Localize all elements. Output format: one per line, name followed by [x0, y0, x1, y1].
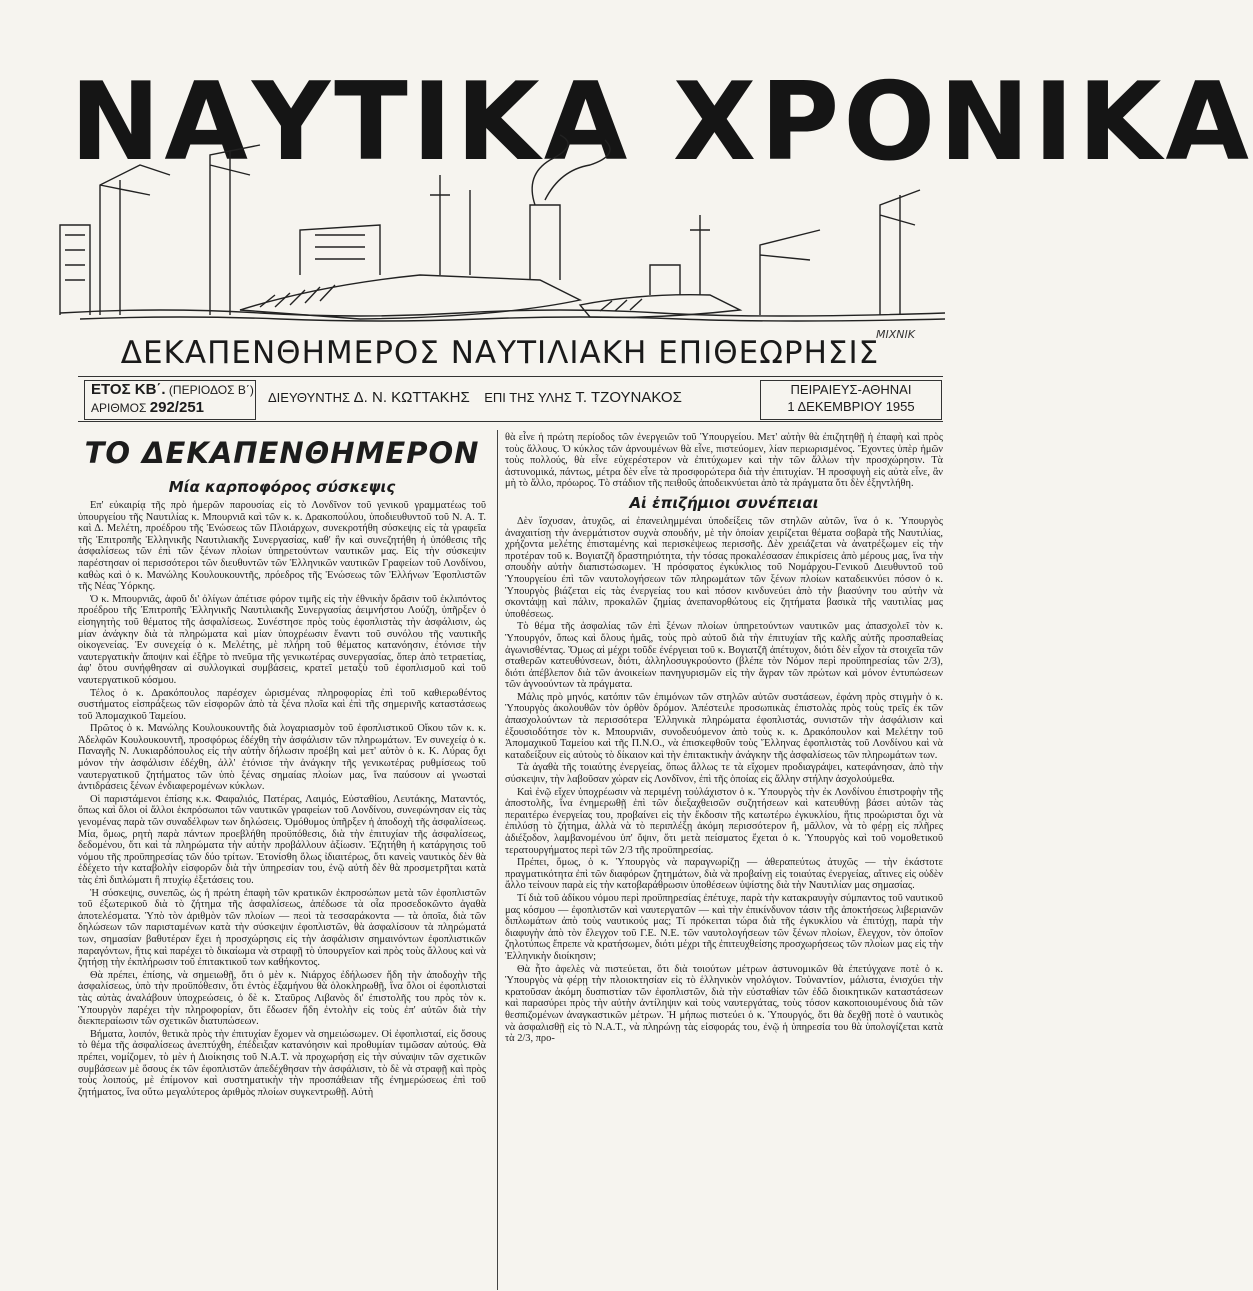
director-label: ΔΙΕΥΘΥΝΤΗΣ	[268, 390, 351, 405]
right-paragraph: Τὸ θέμα τῆς ἀσφαλίας τῶν ἐπὶ ξένων πλοίων ὑπηρετούντων ναυτικῶν μας ἀπασχολεῖ τὸν κ. Ὑπουργόν, ὅπως καὶ ὅλους ἡμᾶς, τοὺς πρὸ αὐτοῦ διὰ τὴν ἐπιτυχίαν τῆς καλῆς αὐτῆς προσπαθείας ἀγωνισθέντας. Ὅμως αἱ μέχρι τοῦδε ἐνέργειαι τοῦ κ. Βογιατζῆ ἀπέτυχον, διότι δὲν εἶχον τὰ στοιχεῖα τῶν σταθερῶν κατευθύνσεων, διότι, ἀλληλοσυγκρούοντο (βλέπε τὸν Νόμον περὶ προϋπηρεσίας τῶν 2/3), διότι ἀπέβλεπον διὰ τῶν ἀνοικείων πανηγυρισμῶν εἰς τὴν ἄγραν τῶν πρώτων καὶ μόνον ἐντυπώσεων τῶν ἀγνοούντων τὰ πράγματα.	[505, 621, 943, 691]
right-paragraph: Καὶ ἐνῷ εἴχεν ὑποχρέωσιν νὰ περιμένῃ τοὐλάχιστον ὁ κ. Ὑπουργὸς τὴν ἐκ Λονδίνου ἐπιστροφὴν τῆς ἀποστολῆς, ἵνα ἐνημερωθῇ ἐπὶ τῶν διεξαχθεισῶν συζητήσεων καὶ κατευθύνῃ βάσει αὐτῶν τὰς περαιτέρω ἐνεργείας του, προβαίνει εἰς τὴν ἔκδοσιν τῆς κατωτέρω ἐγκυκλίου, ἥτις προώρισται ὄχι νὰ ἐπιλύσῃ τὸ ζήτημα, ἀλλὰ νὰ τὸ περιπλέξῃ ἀκόμη περισσότερον ἢ, μᾶλλον, νὰ τὸ φέρῃ εἰς πλῆρες ἀδιέξοδον, λαμβανομένου ὑπ' ὄψιν, ὅτι μετὰ πείσματος ἔχεται ὁ κ. Ὑπουργὸς καὶ τοῦ νομοθετικοῦ τερατουργήματος περὶ τῶν 2/3 τῆς προϋπηρεσίας.	[505, 786, 943, 856]
editor-label: ΕΠΙ ΤΗΣ ΥΛΗΣ	[484, 390, 572, 405]
right-paragraph: Τί διὰ τοῦ ἀδίκου νόμου περὶ προϋπηρεσίας ἐπέτυχε, παρὰ τὴν κατακραυγὴν σύμπαντος τοῦ ναυτικοῦ μας κόσμου — ἐφοπλιστῶν καὶ ναυτεργατῶν — καὶ τὴν ἐπικίνδυνον τάσιν τῆς ἀποκτήσεως λιβεριανῶν διπλωμάτων ἀπὸ τοὺς ναυτικούς μας; Τί πρόκειται τώρα διὰ τῆς ἐγκυκλίου νὰ ἐπιτύχῃ, παρὰ τὴν διαφυγὴν ἀπὸ τὸν ἔλεγχον τοῦ Γ.Ε. Ν.Ε. τῶν ναυτολογήσεων τῶν ξένων πλοίων, ἔλεγχον, τὸν ὁποῖον ζηλοτύπως ἔπρεπε νὰ κρατήσωμεν, διότι μέχρι τῆς ἐπιτευχθείσης προσχωρήσεως τῶν πλοίων μας εἰς τὴν Ἑλληνικὴν διοίκησιν;	[505, 892, 943, 962]
right-paragraph: Δὲν ἴσχυσαν, ἀτυχῶς, αἱ ἐπανειλημμέναι ὑποδείξεις τῶν στηλῶν αὐτῶν, ἵνα ὁ κ. Ὑπουργὸς ἀναχαιτίσῃ τὴν ἀνερμάτιστον συχνὰ σπουδήν, μὲ τὴν ὁποίαν χειρίζεται θέματα σοβαρὰ τῆς Ναυτιλίας, χρήζοντα μελέτης ἐπισταμένης καὶ περισκέψεως περισσῆς. Δὲν χρειάζεται νὰ ἀνατρέξωμεν εἰς τὴν προτέραν τοῦ κ. Βογιατζῆ δραστηριότητα, τὴν τόσας προκαλέσασαν ἐπικρίσεις ἀπὸ μέρους μας, ἵνα τὴν σπουδὴν αὐτὴν διαπιστώσωμεν. Ἡ πρόσφατος ἐγκύκλιος τοῦ Νομάρχου-Γενικοῦ Διευθυντοῦ τοῦ Ὑπουργείου ἐπὶ τῶν ναυτολογήσεων τῶν πληρωμάτων τῶν ξένων πλοίων καταδεικνύει πόσον ὁ κ. Ὑπουργὸς βιάζεται εἰς τὰς ἐνεργείας του καὶ πόσον κινδυνεύει ἀπὸ τὴν βιασύνην του αὐτὴν νὰ σκοντάψῃ καὶ πάλιν, προκαλῶν ζημίας ἀνεπανορθώτους εἰς ζητήματα βασικὰ τῆς ναυτιλίας μας ὑποθέσεως.	[505, 515, 943, 620]
right-paragraph: Τὰ ἀγαθὰ τῆς τοιαύτης ἐνεργείας, ὅπως ἄλλως τε τὰ εἴχομεν προδιαγράψει, κατεφάνησαν, ἀπὸ τὴν σύσκεψιν, τὴν λαβοῦσαν χώραν εἰς Λονδῖνον, ἐπὶ τῆς ὁποίας εἰς ἄλλην στήλην ἀσχολούμεθα.	[505, 762, 943, 786]
issue-row	[85, 399, 255, 417]
column-divider	[497, 430, 498, 1290]
issue-box	[84, 380, 256, 420]
left-paragraph: Βήματα, λοιπόν, θετικὰ πρὸς τὴν ἐπιτυχίαν ἔχομεν νὰ σημειώσωμεν. Οἱ ἐφοπλισταί, εἰς ὅσους τὸ θέμα τῆς ἀσφαλίσεως ἀνεπτύχθη, ἐπέδειξαν κατανόησιν καὶ προθυμίαν τιμῶσαν αὐτούς. Θὰ πρέπει, νομίζομεν, τὸ μὲν ἡ Διοίκησις τοῦ Ν.Α.Τ. νὰ προχωρήσῃ εἰς τὴν σύναψιν τῶν σχετικῶν συμβάσεων μὲ ὅσους ἐκ τῶν ἐφοπλιστῶν ἀπεδέχθησαν τὴν ἀσφάλισιν, τὸ δὲ νὰ στραφῇ καὶ πρὸς τοὺς λοιπούς, μὲ ἐπίμονον καὶ συστηματικὴν τὴν προσπάθειαν τῆς ἐνημερώσεως ἐπὶ τοῦ ζητήματος, ἵνα οὕτω μεγαλύτερος ἀριθμὸς πλοίων συγκεντρωθῇ. Αὐτὴ	[78, 1028, 486, 1098]
staff-line	[268, 389, 778, 406]
section-title: ΤΟ ΔΕΚΑΠΕΝΘΗΜΕΡΟΝ	[84, 436, 480, 470]
editor-name: Τ. ΤΖΟΥΝΑΚΟΣ	[575, 389, 682, 406]
left-column	[78, 432, 486, 1290]
right-paragraph: Θὰ ἦτο ἀφελὲς νὰ πιστεύεται, ὅτι διὰ τοιούτων μέτρων ἀστυνομικῶν θὰ ἐπετύγχανε ποτὲ ὁ κ. Ὑπουργὸς νὰ φέρῃ τὴν πλοιοκτησίαν εἰς τὸ ἑλληνικὸν νηολόγιον. Τοὐναντίον, μάλιστα, ἐνισχύει τὴν κρατοῦσαν ἀκόμη δυσπιστίαν τῶν ἐφοπλιστῶν, διὰ τὴν εὐσταθίαν τῶν ἐδῶ διοικητικῶν καταστάσεων καὶ παρασύρει πρὸς τὴν αὐτὴν ἀντίληψιν καὶ τοὺς ναυτεργάτας, τοὺς τόσον κακοποιουμένους διὰ τῶν θεσπιζομένων ἀναγκαστικῶν μέτρων. Ἡ μήπως πιστεύει ὁ κ. Ὑπουργός, ὅτι θὰ δεχθῇ ποτὲ ὁ ναυτικὸς νὰ ἀσφαλισθῇ εἰς τὸ Ν.Α.Τ., νὰ πληρώνῃ τὰς εἰσφοράς του, ἐνῷ ἡ ὑπηρεσία του θὰ ὑπολογίζεται κατὰ τὰ 2/3, προ-	[505, 963, 943, 1045]
left-paragraph: Επ' εὐκαιρίᾳ τῆς πρὸ ἡμερῶν παρουσίας εἰς τὸ Λονδῖνον τοῦ γενικοῦ γραμματέως τοῦ ὑπουργείου τῆς Ναυτιλίας κ. Μπουρνιᾶ καὶ τῶν κ. κ. Δρακοπούλου, ὑποδιευθυντοῦ τοῦ Ν. Α. Τ. καὶ Δ. Μελέτη, προέδρου τῆς Ἑνώσεως τῶν Πλοιάρχων, συνεκροτήθη σύσκεψις εἰς τὰ γραφεῖα τῆς Ἐπιτροπῆς Ἑλληνικῆς Ναυτιλιακῆς Συνεργασίας, καθ' ἣν καὶ συνεζητήθη ἡ ὑπόθεσις τῆς ἀσφαλίσεως τῶν ἐπὶ τῶν ξένων πλοίων ὑπηρετούντων ναυτικῶν μας. Εἰς τὴν σύσκεψιν παρέστησαν οἱ περισσότεροι τῶν διευθυντῶν τῶν Ἑλληνικῶν ναυτικῶν Γραφείων τοῦ Λονδίνου, καθὼς καὶ ὁ κ. Μανώλης Κουλουκουντῆς, πρόεδρος τῆς Ἑνώσεως τῶν Ἑλλήνων Ἐφοπλιστῶν τῆς Νέας Ὑόρκης.	[78, 500, 486, 593]
left-paragraph: Οἱ παριστάμενοι ἐπίσης κ.κ. Φαφαλιός, Πατέρας, Λαιμός, Εὐσταθίου, Λευτάκης, Ματαντός, ὅπως καὶ ὅλοι οἱ ἄλλοι ἐκπρόσωποι τῶν ναυτικῶν γραφείων τοῦ Λονδίνου, συνεφώνησαν εἰς τὰς γενομένας παρὰ τῶν συναδέλφων των δηλώσεις. Ὁμόθυμος ὑπῆρξεν ἡ ἀποδοχὴ τῆς ἀσφαλίσεως. Μία, ὅμως, ρητὴ παρὰ πάντων προεβλήθη προϋπόθεσις, διὰ τὴν ἐπιτυχίαν τῆς ἀσφαλίσεως, δεδομένου, ὅτι καὶ τὰ πληρώματα τὴν αὐτὴν προβάλλουν ἀξίωσιν. Ἐζητήθη ἡ κατάργησις τοῦ νόμου τῆς προϋπηρεσίας τῶν δύο τρίτων. Ἐτονίσθη ὅλως ἰδιαιτέρως, ὅτι κανεὶς ναυτικὸς δὲν θὰ ἐδέχετο τὴν καταβολὴν εἰσφορῶν διὰ τὴν ὑπηρεσίαν του, ἐνῷ αὐτὴ δὲν θὰ προσμετρῆται κατὰ τὰς ἐπὶ διπλώματι ἢ πτυχίῳ ἐξετάσεις του.	[78, 793, 486, 886]
right-paragraph: Πρέπει, ὅμως, ὁ κ. Ὑπουργὸς νὰ παραγνωρίζῃ — ἀθεραπεύτως ἀτυχῶς — τὴν ἑκάστοτε πραγματικότητα ἐπὶ τῶν διαφόρων ζητημάτων, διὰ νὰ προβαίνῃ εἰς τοιαύτας ἐνεργείας, αἵτινες εἰς οὐδὲν ἄλλο τείνουν παρὰ εἰς τὴν κατοβαράθρωσιν ὑποθέσεων ὑψίστης διὰ τὴν Ναυτιλίαν μας σημασίας.	[505, 857, 943, 892]
place: ΠΕΙΡΑΙΕΥΣ-ΑΘΗΝΑΙ	[790, 382, 912, 397]
issue-label: ΑΡΙΘΜΟΣ	[91, 401, 147, 415]
right-article-headline: Αἱ ἐπιζήμιοι συνέπειαι	[629, 493, 819, 512]
masthead	[0, 0, 1253, 341]
right-intro-paragraph: θὰ εἶνε ἡ πρώτη περίοδος τῶν ἐνεργειῶν τοῦ Ὑπουργείου. Μετ' αὐτὴν θὰ ἐπιζητηθῇ ἡ ἐπαφὴ καὶ πρὸς τοὺς ἄλλους. Ὁ κύκλος τῶν ἀρνουμένων θὰ εἶνε, πιστεύομεν, λίαν περιωρισμένος. Ἔχοντες ὑπὲρ ἡμῶν τοὺς πολλούς, θὰ εἶνε εὐχερέστερον νὰ ἐπιτύχωμεν καὶ τὴν τῶν ἄλλων τὴν προσχώρησιν. Τὰ ἀστυνομικά, πάντως, μέτρα δὲν εἶνε τὰ προσφορώτερα διὰ τὴν ἐπιτυχίαν. Ἡ προσφυγὴ εἰς αὐτὰ εἶνε, ἂν μὴ τὸ ἄλλο, πρόωρος. Τὸ στάδιον τῆς πειθοῦς ἀποδεικνύεται ἀπὸ τὰ πράγματα ὅτι δὲν ἐξηντλήθη.	[505, 432, 943, 490]
info-bar	[78, 376, 943, 422]
year-label: ΕΤΟΣ ΚΒ΄.	[91, 381, 166, 398]
left-paragraph: Ὁ κ. Μπουρνιᾶς, ἀφοῦ δι' ὀλίγων ἀπέτισε φόρον τιμῆς εἰς τὴν ἐθνικὴν δρᾶσιν τοῦ ἐκλιπόντος προέδρου τῆς Ἐπιτροπῆς Ἑλληνικῆς Ναυτιλιακῆς Συνεργασίας ἀειμνήστου Λούζη, ὑπῆρξεν ὁ εἰσηγητὴς τοῦ θέματος τῆς ἀσφαλίσεως. Συνέστησε πρὸς τοὺς ἐφοπλιστὰς τὴν ἀσφάλισιν, ὡς μίαν ἀνάγκην διὰ τὰ πληρώματα καὶ μίαν ὑποχρέωσιν ἔναντι τοῦ συνόλου τῆς ναυτικῆς οἰκογενείας. Ἐν συνεχείᾳ ὁ κ. Μελέτης, μὲ πλήρη τοῦ θέματος κατανόησιν, ἐτόνισε τὴν ναυτεργατικὴν ἄποψιν καὶ ἐξῆρε τὸ πνεῦμα τῆς γενικωτέρας συνεργασίας, ὅπερ ἀπὸ τετραετίας, ἀφ' ὅτου συνήφθησαν αἱ συλλογικαὶ συμβάσεις, κρατεῖ μεταξὺ τοῦ ἐφοπλισμοῦ καὶ τοῦ ναυτεργατικοῦ κόσμου.	[78, 593, 486, 686]
left-paragraph: Πρῶτος ὁ κ. Μανώλης Κουλουκουντῆς διὰ λογαριασμὸν τοῦ ἐφοπλιστικοῦ Οἴκου τῶν κ. κ. Ἀδελφῶν Κουλουκουντῆ, προσφόρως ἐδέχθη τὴν ἀσφάλισιν τῶν πληρωμάτων. Ἐν συνεχείᾳ ὁ κ. Παναγῆς Ν. Λυκιαρδόπουλος εἰς τὴν αὐτὴν δήλωσιν προέβη καὶ μετ' αὐτὸν ὁ κ. Κ. Λύρας ὄχι μόνον τὴν ἀσφάλισιν ἐδέχθη, ἀλλ' ἐτόνισε τὴν ἀνάγκην τῆς γενικωτέρας ρυθμίσεως τοῦ ναυτεργατικοῦ ζητήματος τῶν ὑπὸ ξένας σημαίας πλοίων μας, ἵνα παύσουν αἱ γνωσταὶ ἀντιδράσεις ξένων ἐνδιαφερομένων κύκλων.	[78, 723, 486, 793]
left-article-headline: Μία καρποφόρος σύσκεψις	[168, 478, 396, 496]
issue-number: 292/251	[149, 399, 205, 416]
issue-date: 1 ΔΕΚΕΜΒΡΙΟΥ 1955	[787, 399, 915, 414]
harbor-illustration	[60, 135, 945, 320]
place-date-box	[760, 380, 942, 420]
masthead-title: ΝΑΥΤΙΚΑ ΧΡΟΝΙΚΑ	[70, 60, 1253, 185]
artist-signature: ΜΙΧΝΙΚ	[876, 328, 915, 341]
masthead-subtitle: ΔΕΚΑΠΕΝΘΗΜΕΡΟΣ ΝΑΥΤΙΛΙΑΚΗ ΕΠΙΘΕΩΡΗΣΙΣ	[120, 335, 880, 371]
right-column	[505, 432, 943, 1290]
left-paragraph: Τέλος ὁ κ. Δρακόπουλος παρέσχεν ὡρισμένας πληροφορίας ἐπὶ τοῦ καθιερωθέντος συστήματος εἰσπράξεως τῶν εἰσφορῶν ἀπὸ τὰ ξένα πλοῖα καὶ ἐπὶ τῆς σημερινῆς καταστάσεως τοῦ Ἀπομαχικοῦ Ταμείου.	[78, 687, 486, 722]
left-paragraph: Ἡ σύσκεψις, συνεπῶς, ὡς ἡ πρώτη ἐπαφὴ τῶν κρατικῶν ἐκπροσώπων μετὰ τῶν ἐφοπλιστῶν τοῦ ἐξωτερικοῦ διὰ τὸ ζήτημα τῆς ἀσφαλίσεως, ἀπέδωσε τὰ οἷα προσεδοκῶντο ἀγαθὰ ἀποτελέσματα. Ὑπὸ τὸν ἀριθμὸν τῶν πλοίων — πεοὶ τὰ τεσσαράκοντα — τὰ ὁποῖα, διὰ τῶν δηλώσεων τῶν παρισταμένων κατὰ τὴν σύσκεψιν ἐφοπλιστῶν, θὰ ἀσφαλίσουν τὰ πληρώματά των, σημασίαν βαθυτέραν ἔχει ἡ προσχώρησις εἰς τὴν ἀσφάλισιν σημαινόντων ἐφοπλιστικῶν παραγόντων, ἥτις καὶ παρέχει τὸ δικαίωμα νὰ στραφῇ τὸ ὑπουργεῖον καὶ πρὸς τοὺς ἄλλους καὶ νὰ ζητήσῃ τὴν ἐκπλήρωσιν τοῦ ἐπιτακτικοῦ των καθήκοντος.	[78, 887, 486, 969]
left-paragraph: Θὰ πρέπει, ἐπίσης, νὰ σημειωθῇ, ὅτι ὁ μὲν κ. Νιάρχος ἐδήλωσεν ἤδη τὴν ἀποδοχὴν τῆς ἀσφαλίσεως, ὑπὸ τὴν προϋπόθεσιν, ὅτι ἐντὸς ἑξαμήνου θὰ ὁλοκληρωθῇ, ἵνα ὅλοι οἱ ἐφοπλισταὶ τὰς αὐτὰς ἀναλάβουν ὑποχρεώσεις, ὁ δὲ κ. Σταῦρος Λιβανὸς δι' ἐπιστολῆς του πρὸς τὸν κ. Ὑπουργὸν παρέχει τὴν πληροφορίαν, ὅτι ἔδωσεν ἤδη ἐντολὴν εἰς τοὺς ἐπ' αὐτῶν διὰ τὴν διεκπεραίωσιν τῶν σχετικῶν διατυπώσεων.	[78, 969, 486, 1028]
right-paragraph: Μάλις πρὸ μηνός, κατόπιν τῶν ἐπιμόνων τῶν στηλῶν αὐτῶν συστάσεων, ἐφάνη πρὸς στιγμὴν ὁ κ. Ὑπουργὸς ἀκολουθῶν τὸν ὀρθὸν δρόμον. Ἀπέστειλε προσωπικὰς ἐπιστολὰς πρὸς τοὺς τρεῖς ἐκ τῶν ἀπασχολούντων τὰ περισσότερα Ἑλληνικὰ πληρώματα ἐφοπλιστάς, συνιστῶν τὴν ἀσφάλισιν καὶ ἐξουσιοδότησε τὸν κ. Μπουρνιᾶν, συνοδευόμενον ἀπὸ τοὺς κ. κ. Δρακόπουλον καὶ Μελέτην τοῦ Ἀπομαχικοῦ Ταμείου καὶ τῆς Π.Ν.Ο., νὰ ἐπισκεφθοῦν τοὺς Ἕλληνας ἐφοπλιστὰς τοῦ Λονδίνου καὶ νὰ καταδείξουν εἰς αὐτοὺς τὸ δίκαιον καὶ τὴν ἐπιτακτικὴν ἀνάγκην τῆς ἀσφαλίσεως τῶν πληρωμάτων των.	[505, 691, 943, 761]
year-row	[85, 381, 255, 399]
director-name: Δ. Ν. ΚΩΤΤΑΚΗΣ	[353, 389, 470, 406]
period-label: (ΠΕΡΙΟΔΟΣ Β΄)	[168, 383, 254, 397]
